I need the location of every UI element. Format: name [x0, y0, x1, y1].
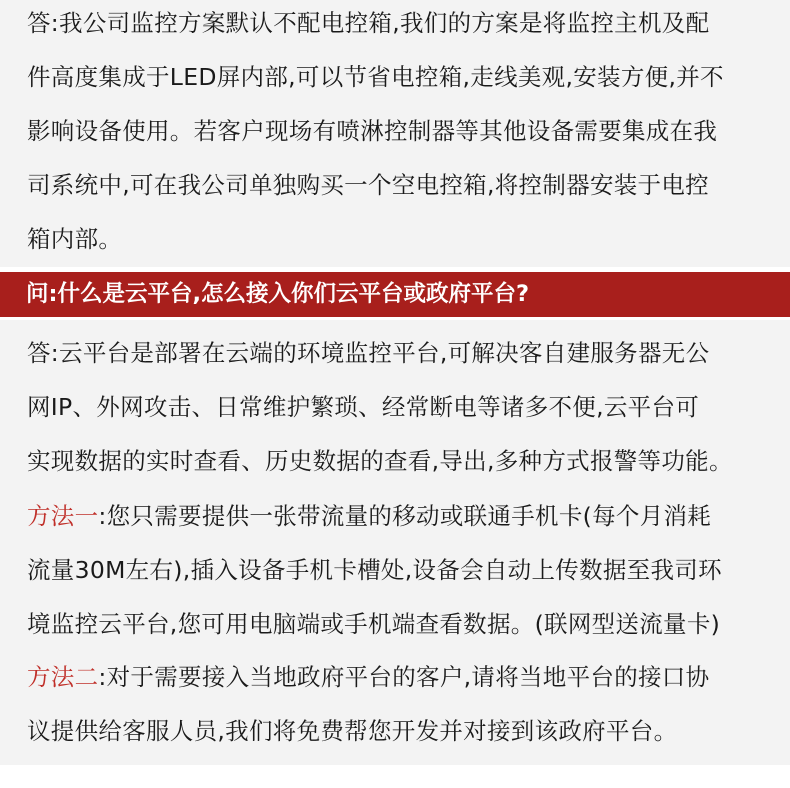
method-line: 议提供给客服人员,我们将免费帮您开发并对接到该政府平台。 [27, 717, 678, 745]
answer-line: 网IP、外网攻击、日常维护繁琐、经常断电等诸多不便,云平台可 [27, 393, 700, 421]
method-line [27, 650, 772, 704]
method-line: 境监控云平台,您可用电脑端或手机端查看数据。(联网型送流量卡) [27, 610, 721, 638]
method-one-label: 方法一 [27, 502, 99, 530]
method-line [27, 489, 772, 543]
answer-line: 件高度集成于LED屏内部,可以节省电控箱,走线美观,安装方便,并不 [27, 63, 724, 91]
answer-electric-box [27, 0, 772, 266]
method-two-label: 方法二 [27, 663, 99, 691]
question-title: 问:什么是云平台,怎么接入你们云平台或政府平台? [26, 281, 530, 307]
answer-line: 答:我公司监控方案默认不配电控箱,我们的方案是将监控主机及配 [27, 9, 710, 37]
question-banner [0, 272, 790, 317]
method-line-text: :您只需要提供一张带流量的移动或联通手机卡(每个月消耗 [98, 502, 712, 530]
answer-line: 司系统中,可在我公司单独购买一个空电控箱,将控制器安装于电控 [27, 171, 709, 199]
method-one-paragraph [27, 489, 772, 651]
answer-line: 箱内部。 [27, 225, 123, 253]
answer-line: 影响设备使用。若客户现场有喷淋控制器等其他设备需要集成在我 [27, 117, 718, 145]
method-two-paragraph [27, 650, 772, 758]
method-line: 流量30M左右),插入设备手机卡槽处,设备会自动上传数据至我司环 [27, 556, 722, 584]
answer-cloud-platform [27, 326, 772, 488]
answer-line: 实现数据的实时查看、历史数据的查看,导出,多种方式报警等功能。 [27, 447, 733, 475]
method-line-text: :对于需要接入当地政府平台的客户,请将当地平台的接口协 [98, 663, 710, 691]
answer-line: 答:云平台是部署在云端的环境监控平台,可解决客自建服务器无公 [27, 339, 710, 367]
